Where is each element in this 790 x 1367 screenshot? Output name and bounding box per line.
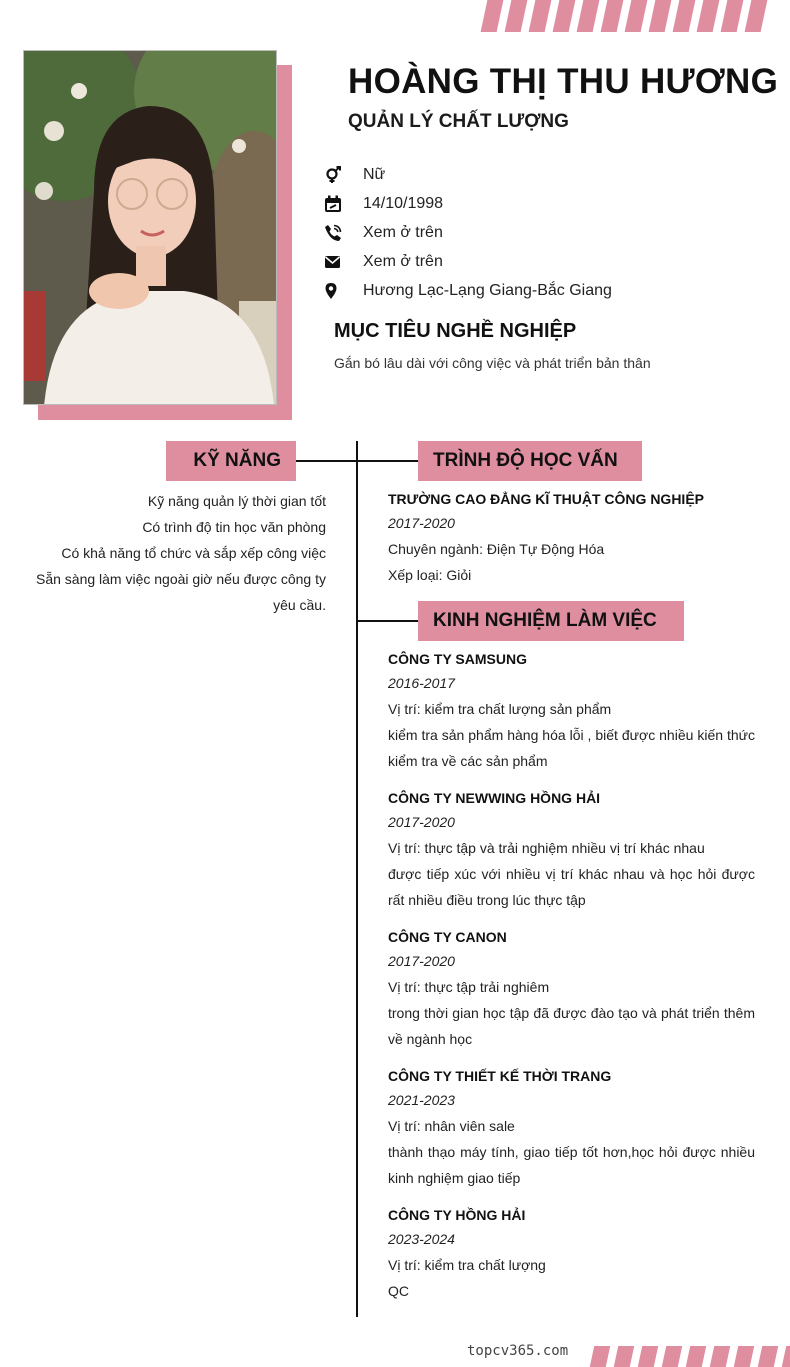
email-icon	[324, 253, 363, 271]
info-phone	[324, 218, 612, 247]
company-name: CÔNG TY SAMSUNG	[388, 651, 527, 667]
skill-item: Kỹ năng quản lý thời gian tốt	[147, 493, 326, 509]
education-period: 2017-2020	[388, 515, 455, 531]
skill-item: Sẵn sàng làm việc ngoài giờ nếu được công ty yêu cầu.	[35, 571, 326, 613]
education-section	[388, 488, 755, 588]
job-description: được tiếp xúc với nhiều vị trí khác nhau và học hỏi được rất nhiều điều trong lúc thực tập	[388, 866, 755, 908]
gender-value: Nữ	[363, 165, 386, 183]
skills-connector	[296, 460, 358, 462]
personal-info	[324, 160, 612, 305]
education-major: Chuyên ngành: Điện Tự Động Hóa	[388, 541, 605, 557]
experience-connector	[356, 620, 418, 622]
company-name: CÔNG TY THIẾT KẾ THỜI TRANG	[388, 1068, 612, 1084]
skills-list	[30, 488, 326, 618]
address-value: Hương Lạc-Lạng Giang-Bắc Giang	[363, 281, 612, 299]
job-position: Vị trí: kiểm tra chất lượng sản phẩm	[388, 701, 612, 717]
phone-icon	[324, 224, 363, 242]
experience-entry	[388, 787, 755, 913]
calendar-icon	[324, 195, 363, 213]
job-position: Vị trí: kiểm tra chất lượng	[388, 1257, 546, 1273]
company-name: CÔNG TY NEWWING HỒNG HẢI	[388, 790, 601, 806]
experience-label: KINH NGHIỆM LÀM VIỆC	[418, 601, 684, 641]
birthday-value: 14/10/1998	[363, 194, 444, 212]
job-position: Vị trí: thực tập và trải nghiệm nhiều vị trí khác nhau	[388, 840, 705, 856]
job-description: kiểm tra sản phẩm hàng hóa lỗi , biết được nhiều kiến thức kiểm tra về các sản phẩm	[388, 727, 755, 769]
objective-heading: MỤC TIÊU NGHỀ NGHIỆP	[334, 320, 577, 342]
profile-photo	[23, 50, 277, 405]
location-icon	[324, 282, 363, 300]
candidate-name: HOÀNG THỊ THU HƯƠNG	[348, 62, 779, 101]
decor-stripes-bottom	[592, 1346, 790, 1367]
company-name: CÔNG TY CANON	[388, 929, 507, 945]
info-gender	[324, 160, 612, 189]
portrait-illustration	[24, 51, 277, 405]
job-title: QUẢN LÝ CHẤT LƯỢNG	[348, 111, 569, 132]
job-position: Vị trí: nhân viên sale	[388, 1118, 515, 1134]
gender-icon	[324, 166, 363, 184]
school-name: TRƯỜNG CAO ĐẲNG KĨ THUẬT CÔNG NGHIỆP	[388, 491, 704, 507]
job-description: trong thời gian học tập đã được đào tạo và phát triển thêm về ngành học	[388, 1005, 755, 1047]
decor-stripes-top	[484, 0, 764, 32]
email-value: Xem ở trên	[363, 252, 443, 270]
experience-section	[388, 648, 755, 1317]
education-label: TRÌNH ĐỘ HỌC VẤN	[418, 441, 642, 481]
job-position: Vị trí: thực tập trải nghiêm	[388, 979, 550, 995]
job-period: 2017-2020	[388, 953, 455, 969]
site-watermark: topcv365.com	[467, 1343, 569, 1359]
company-name: CÔNG TY HỒNG HẢI	[388, 1207, 526, 1223]
experience-entry	[388, 648, 755, 774]
job-period: 2021-2023	[388, 1092, 455, 1108]
info-email	[324, 247, 612, 276]
education-connector	[356, 460, 418, 462]
job-period: 2016-2017	[388, 675, 455, 691]
job-description: QC	[388, 1283, 409, 1299]
timeline-vertical-line	[356, 441, 358, 1317]
job-period: 2017-2020	[388, 814, 455, 830]
skill-item: Có trình độ tin học văn phòng	[142, 519, 326, 535]
info-address	[324, 276, 612, 305]
skills-label: KỸ NĂNG	[166, 441, 296, 481]
job-description: thành thạo máy tính, giao tiếp tốt hơn,học hỏi được nhiều kinh nghiệm giao tiếp	[388, 1144, 755, 1186]
phone-value: Xem ở trên	[363, 223, 443, 241]
objective-text: Gắn bó lâu dài với công việc và phát triển bản thân	[334, 355, 651, 371]
experience-entry	[388, 926, 755, 1052]
job-period: 2023-2024	[388, 1231, 455, 1247]
skill-item: Có khả năng tổ chức và sắp xếp công việc	[61, 545, 326, 561]
education-grade: Xếp loại: Giỏi	[388, 567, 472, 583]
experience-entry	[388, 1204, 755, 1304]
experience-entry	[388, 1065, 755, 1191]
info-birthday	[324, 189, 612, 218]
